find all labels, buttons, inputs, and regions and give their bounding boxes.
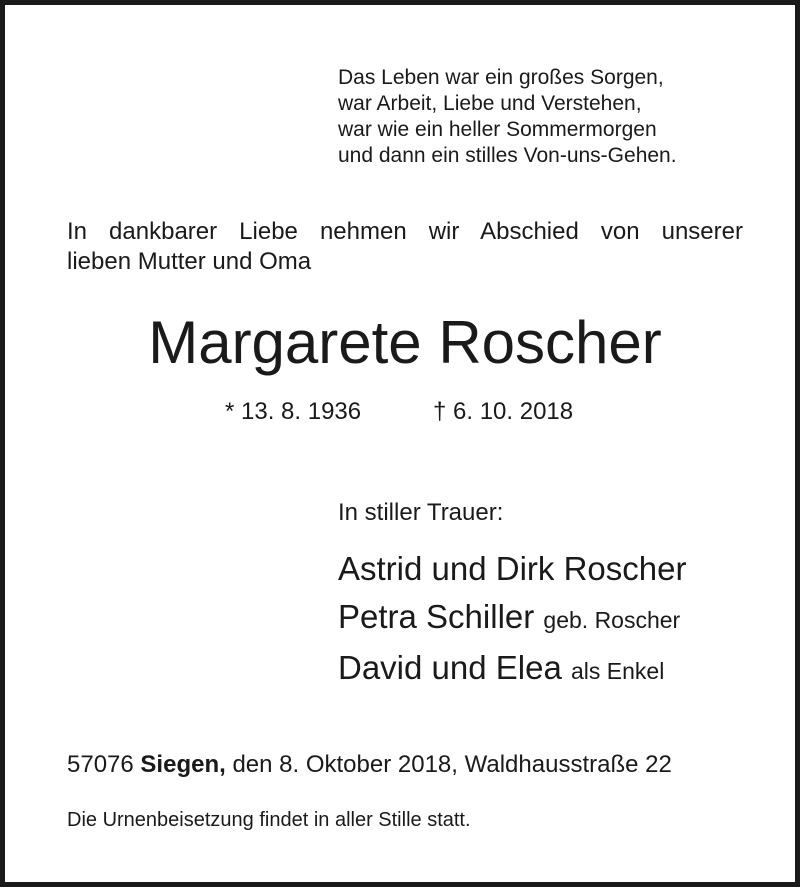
mourner-name: Petra Schiller [338, 598, 535, 635]
poem-line: und dann ein stilles Von-uns-Gehen. [338, 144, 677, 167]
mourning-heading: In stiller Trauer: [338, 499, 504, 526]
address-postcode: 57076 [67, 751, 134, 778]
intro-text [67, 217, 743, 277]
mourner-name: David und Elea [338, 649, 562, 686]
mourner [338, 644, 686, 695]
birth-date: * 13. 8. 1936 [225, 398, 362, 425]
mourners-list [338, 545, 686, 695]
intro-line: lieben Mutter und Oma [67, 248, 312, 275]
mourner-suffix: als Enkel [571, 658, 665, 684]
poem-line: Das Leben war ein großes Sorgen, [338, 66, 664, 89]
mourner [338, 545, 686, 593]
mourner [338, 593, 686, 644]
deceased-name: Margarete Roscher [148, 309, 662, 376]
mourner-suffix: geb. Roscher [543, 607, 681, 633]
poem [338, 65, 677, 169]
address-rest: den 8. Oktober 2018, Waldhausstraße 22 [232, 751, 672, 778]
address-line [67, 750, 672, 780]
death-date: † 6. 10. 2018 [433, 398, 574, 425]
poem-line: war wie ein heller Sommermorgen [338, 118, 657, 141]
address-city: Siegen, [140, 751, 226, 778]
poem-line: war Arbeit, Liebe und Verstehen, [338, 92, 642, 115]
burial-note: Die Urnenbeisetzung findet in aller Stille statt. [67, 809, 471, 831]
intro-line: In dankbarer Liebe nehmen wir Abschied von unserer [67, 218, 743, 245]
mourner-name: Astrid und Dirk Roscher [338, 550, 687, 587]
